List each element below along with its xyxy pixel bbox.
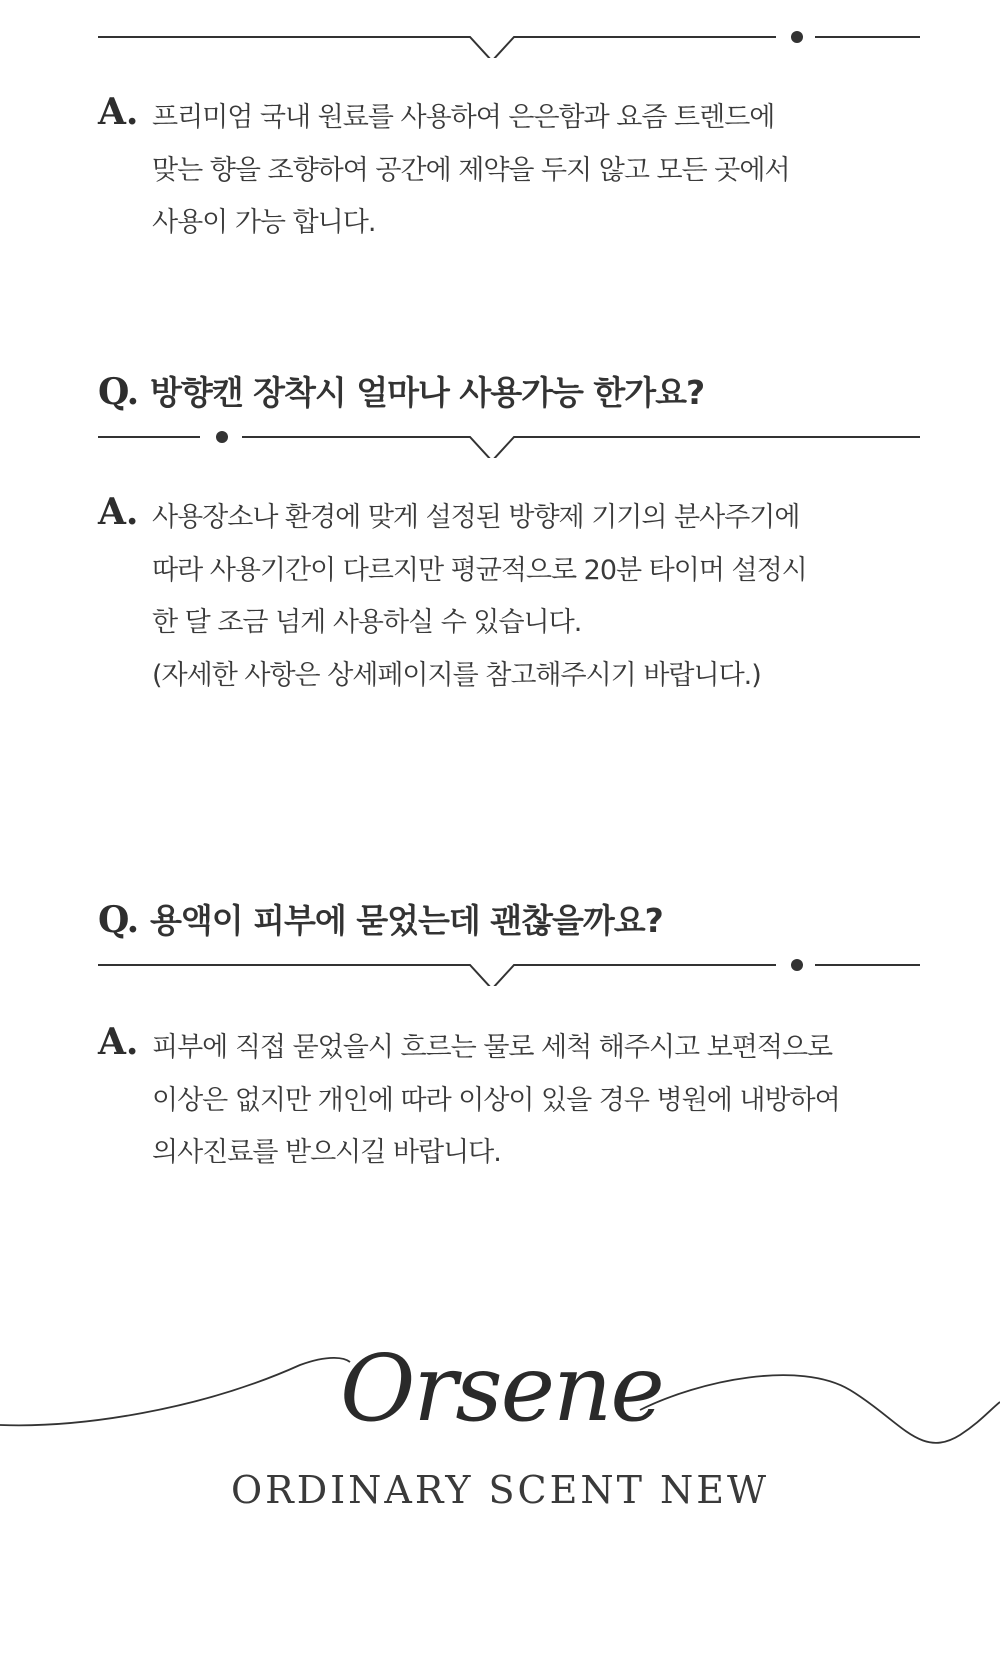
answer-line: 사용장소나 환경에 맞게 설정된 방향제 기기의 분사주기에 xyxy=(152,502,800,533)
question-text: 방향캔 장착시 얼마나 사용가능 한가요? xyxy=(150,373,705,412)
question-text: 용액이 피부에 묻었는데 괜찮을까요? xyxy=(150,901,663,940)
answer-text xyxy=(152,492,807,702)
section-divider xyxy=(0,418,1000,458)
answer-mark: A. xyxy=(98,1021,139,1063)
answer-line: 피부에 직접 묻었을시 흐르는 물로 세척 해주시고 보편적으로 xyxy=(152,1032,833,1063)
brand-tagline: ORDINARY SCENT NEW xyxy=(230,1468,770,1512)
answer-line: (자세한 사항은 상세페이지를 참고해주시기 바랍니다.) xyxy=(152,659,761,691)
answer-mark: A. xyxy=(98,491,139,533)
question-heading-3 xyxy=(98,895,663,942)
answer-line: 프리미엄 국내 원료를 사용하여 은은함과 요즘 트렌드에 xyxy=(152,102,775,133)
answer-line: 이상은 없지만 개인에 따라 이상이 있을 경우 병원에 내방하여 xyxy=(152,1084,840,1116)
logo-script: Orsene xyxy=(340,1340,663,1442)
answer-line: 한 달 조금 넘게 사용하실 수 있습니다. xyxy=(152,607,582,638)
question-heading-2 xyxy=(98,367,704,414)
section-divider xyxy=(0,946,1000,986)
question-mark: Q. xyxy=(98,371,139,413)
section-divider xyxy=(0,18,1000,58)
answer-text xyxy=(152,1022,840,1180)
answer-line: 따라 사용기간이 다르지만 평균적으로 20분 타이머 설정시 xyxy=(152,554,807,586)
answer-line: 사용이 가능 합니다. xyxy=(152,207,376,238)
answer-mark: A. xyxy=(98,91,139,133)
question-mark: Q. xyxy=(98,899,139,941)
answer-line: 의사진료를 받으시길 바랍니다. xyxy=(152,1137,501,1168)
answer-text xyxy=(152,92,790,250)
answer-line: 맞는 향을 조향하여 공간에 제약을 두지 않고 모든 곳에서 xyxy=(152,154,790,186)
